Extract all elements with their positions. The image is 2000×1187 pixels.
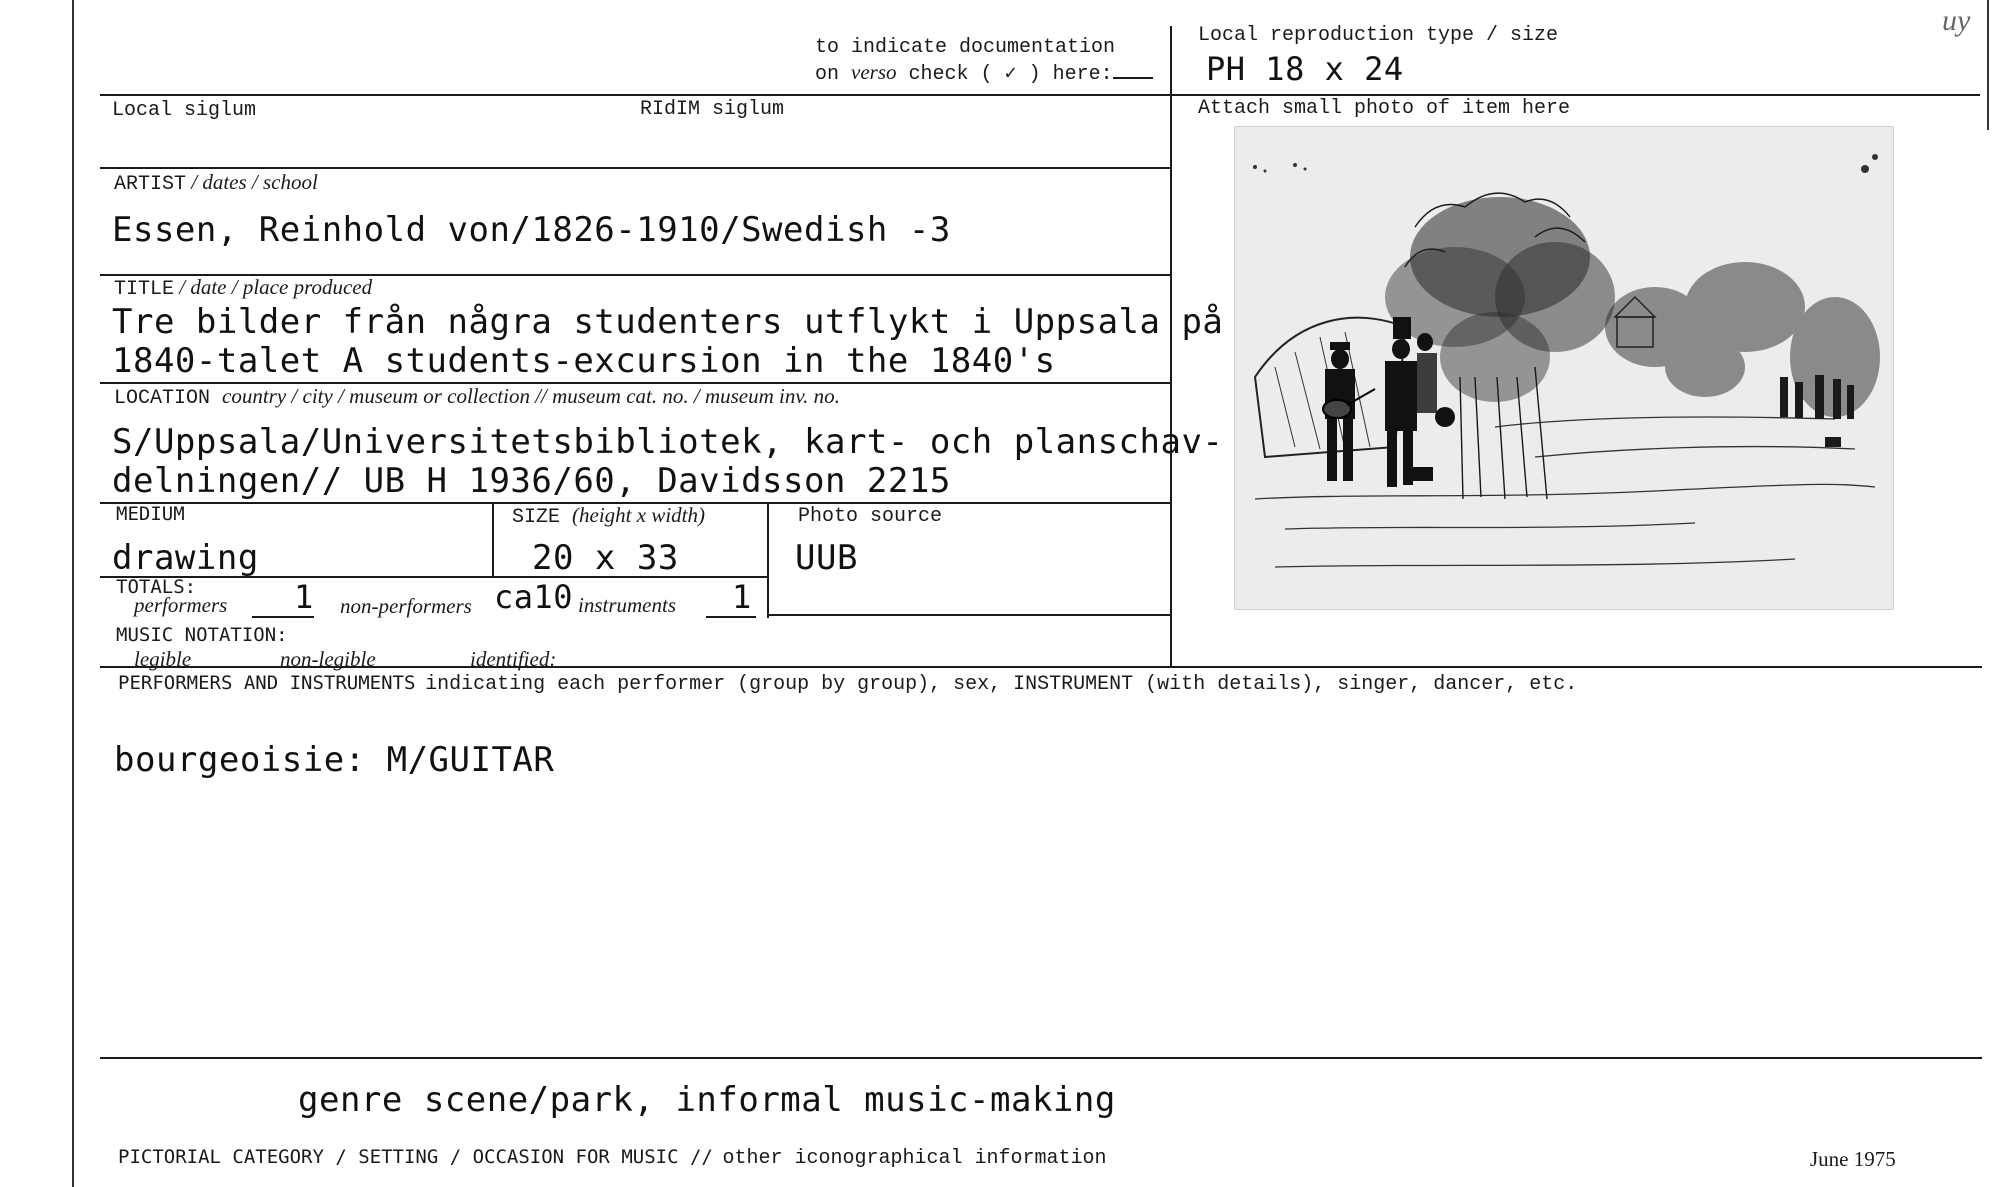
right-margin-line — [1987, 0, 1989, 130]
location-label: LOCATION country / city / museum or collection // museum cat. no. / museum inv. no. — [114, 384, 840, 410]
category-label-rest: other iconographical information — [722, 1147, 1107, 1170]
rule-size-right — [767, 502, 769, 618]
local-siglum-label: Local siglum — [112, 99, 257, 122]
rule-size-left — [492, 502, 494, 576]
documentation-note-line1: to indicate documentation — [815, 36, 1116, 59]
reproduction-label: Local reproduction type / size — [1198, 24, 1559, 47]
instruments-value: 1 — [732, 578, 752, 616]
corner-handwritten-mark: uy — [1942, 4, 1971, 37]
music-notation-label: MUSIC NOTATION: — [116, 624, 288, 646]
rule-vertical-photo — [1170, 26, 1172, 668]
documentation-check-blank[interactable] — [1113, 59, 1153, 79]
rule-photosource — [767, 614, 1170, 616]
performers-label: PERFORMERS AND INSTRUMENTS indicating each performer (group by group), sex, INSTRUMENT (with details), singer, dancer, etc. — [118, 672, 1578, 696]
form-date: June 1975 — [1810, 1147, 1896, 1171]
notation-identified: identified: — [470, 647, 557, 671]
photo-label: Attach small photo of item here — [1198, 97, 1571, 120]
non-performers-label: non-performers — [340, 594, 472, 618]
title-line-1: Tre bilder från några studenters utflykt i Uppsala på — [112, 302, 1224, 342]
performers-value: bourgeoisie: M/GUITAR — [114, 740, 555, 780]
artwork-photo — [1234, 126, 1894, 610]
ridim-siglum-label: RIdIM siglum — [640, 98, 785, 121]
rule-performers — [100, 666, 1982, 668]
totals-label: TOTALS: — [116, 576, 197, 598]
size-value: 20 x 33 — [532, 538, 679, 578]
performers-value: 1 — [294, 578, 314, 616]
rule-category — [100, 1057, 1982, 1059]
non-performers-value: ca10 — [494, 578, 574, 616]
rule-top — [100, 94, 1980, 96]
reproduction-value: PH 18 x 24 — [1206, 50, 1404, 88]
documentation-note-line2: on verso check ( ✓ ) here: — [815, 59, 1153, 86]
instruments-label: instruments — [578, 593, 677, 617]
artist-label-rest: / dates / school — [186, 170, 318, 194]
size-label-rest: (height x width) — [572, 503, 706, 527]
title-label: TITLE / date / place produced — [114, 275, 373, 301]
title-label-rest: / date / place produced — [174, 275, 373, 299]
pen-drawing-sketch — [1235, 127, 1893, 609]
medium-label: MEDIUM — [116, 503, 185, 525]
performers-label-rest: indicating each performer (group by group), sex, INSTRUMENT (with details), singer, dancer, etc. — [425, 673, 1578, 696]
category-value: genre scene/park, informal music-making — [298, 1080, 1116, 1120]
size-label: SIZE (height x width) — [512, 503, 706, 529]
category-label: PICTORIAL CATEGORY / SETTING / OCCASION FOR MUSIC // other iconographical information — [118, 1146, 1107, 1170]
location-label-rest: country / city / museum or collection // museum cat. no. / museum inv. no. — [222, 384, 840, 408]
notation-non-legible: non-legible — [280, 647, 376, 671]
photo-source-label: Photo source — [798, 505, 943, 528]
rule-artist — [100, 167, 1170, 169]
notation-legible: legible — [134, 647, 192, 671]
performers-label: performers — [134, 593, 228, 617]
documentation-note — [815, 36, 1153, 86]
location-line-1: S/Uppsala/Universitetsbibliotek, kart- och planschav- — [112, 422, 1224, 462]
photo-source-value: UUB — [795, 538, 858, 578]
left-margin-line — [72, 0, 74, 1187]
location-line-2: delningen// UB H 1936/60, Davidsson 2215 — [112, 461, 951, 501]
medium-value: drawing — [112, 538, 259, 578]
artist-label: ARTIST / dates / school — [114, 170, 318, 196]
title-line-2: 1840-talet A students-excursion in the 1840's — [112, 341, 1056, 381]
verso-word: verso — [851, 60, 897, 84]
artist-value: Essen, Reinhold von/1826-1910/Swedish -3 — [112, 210, 951, 250]
